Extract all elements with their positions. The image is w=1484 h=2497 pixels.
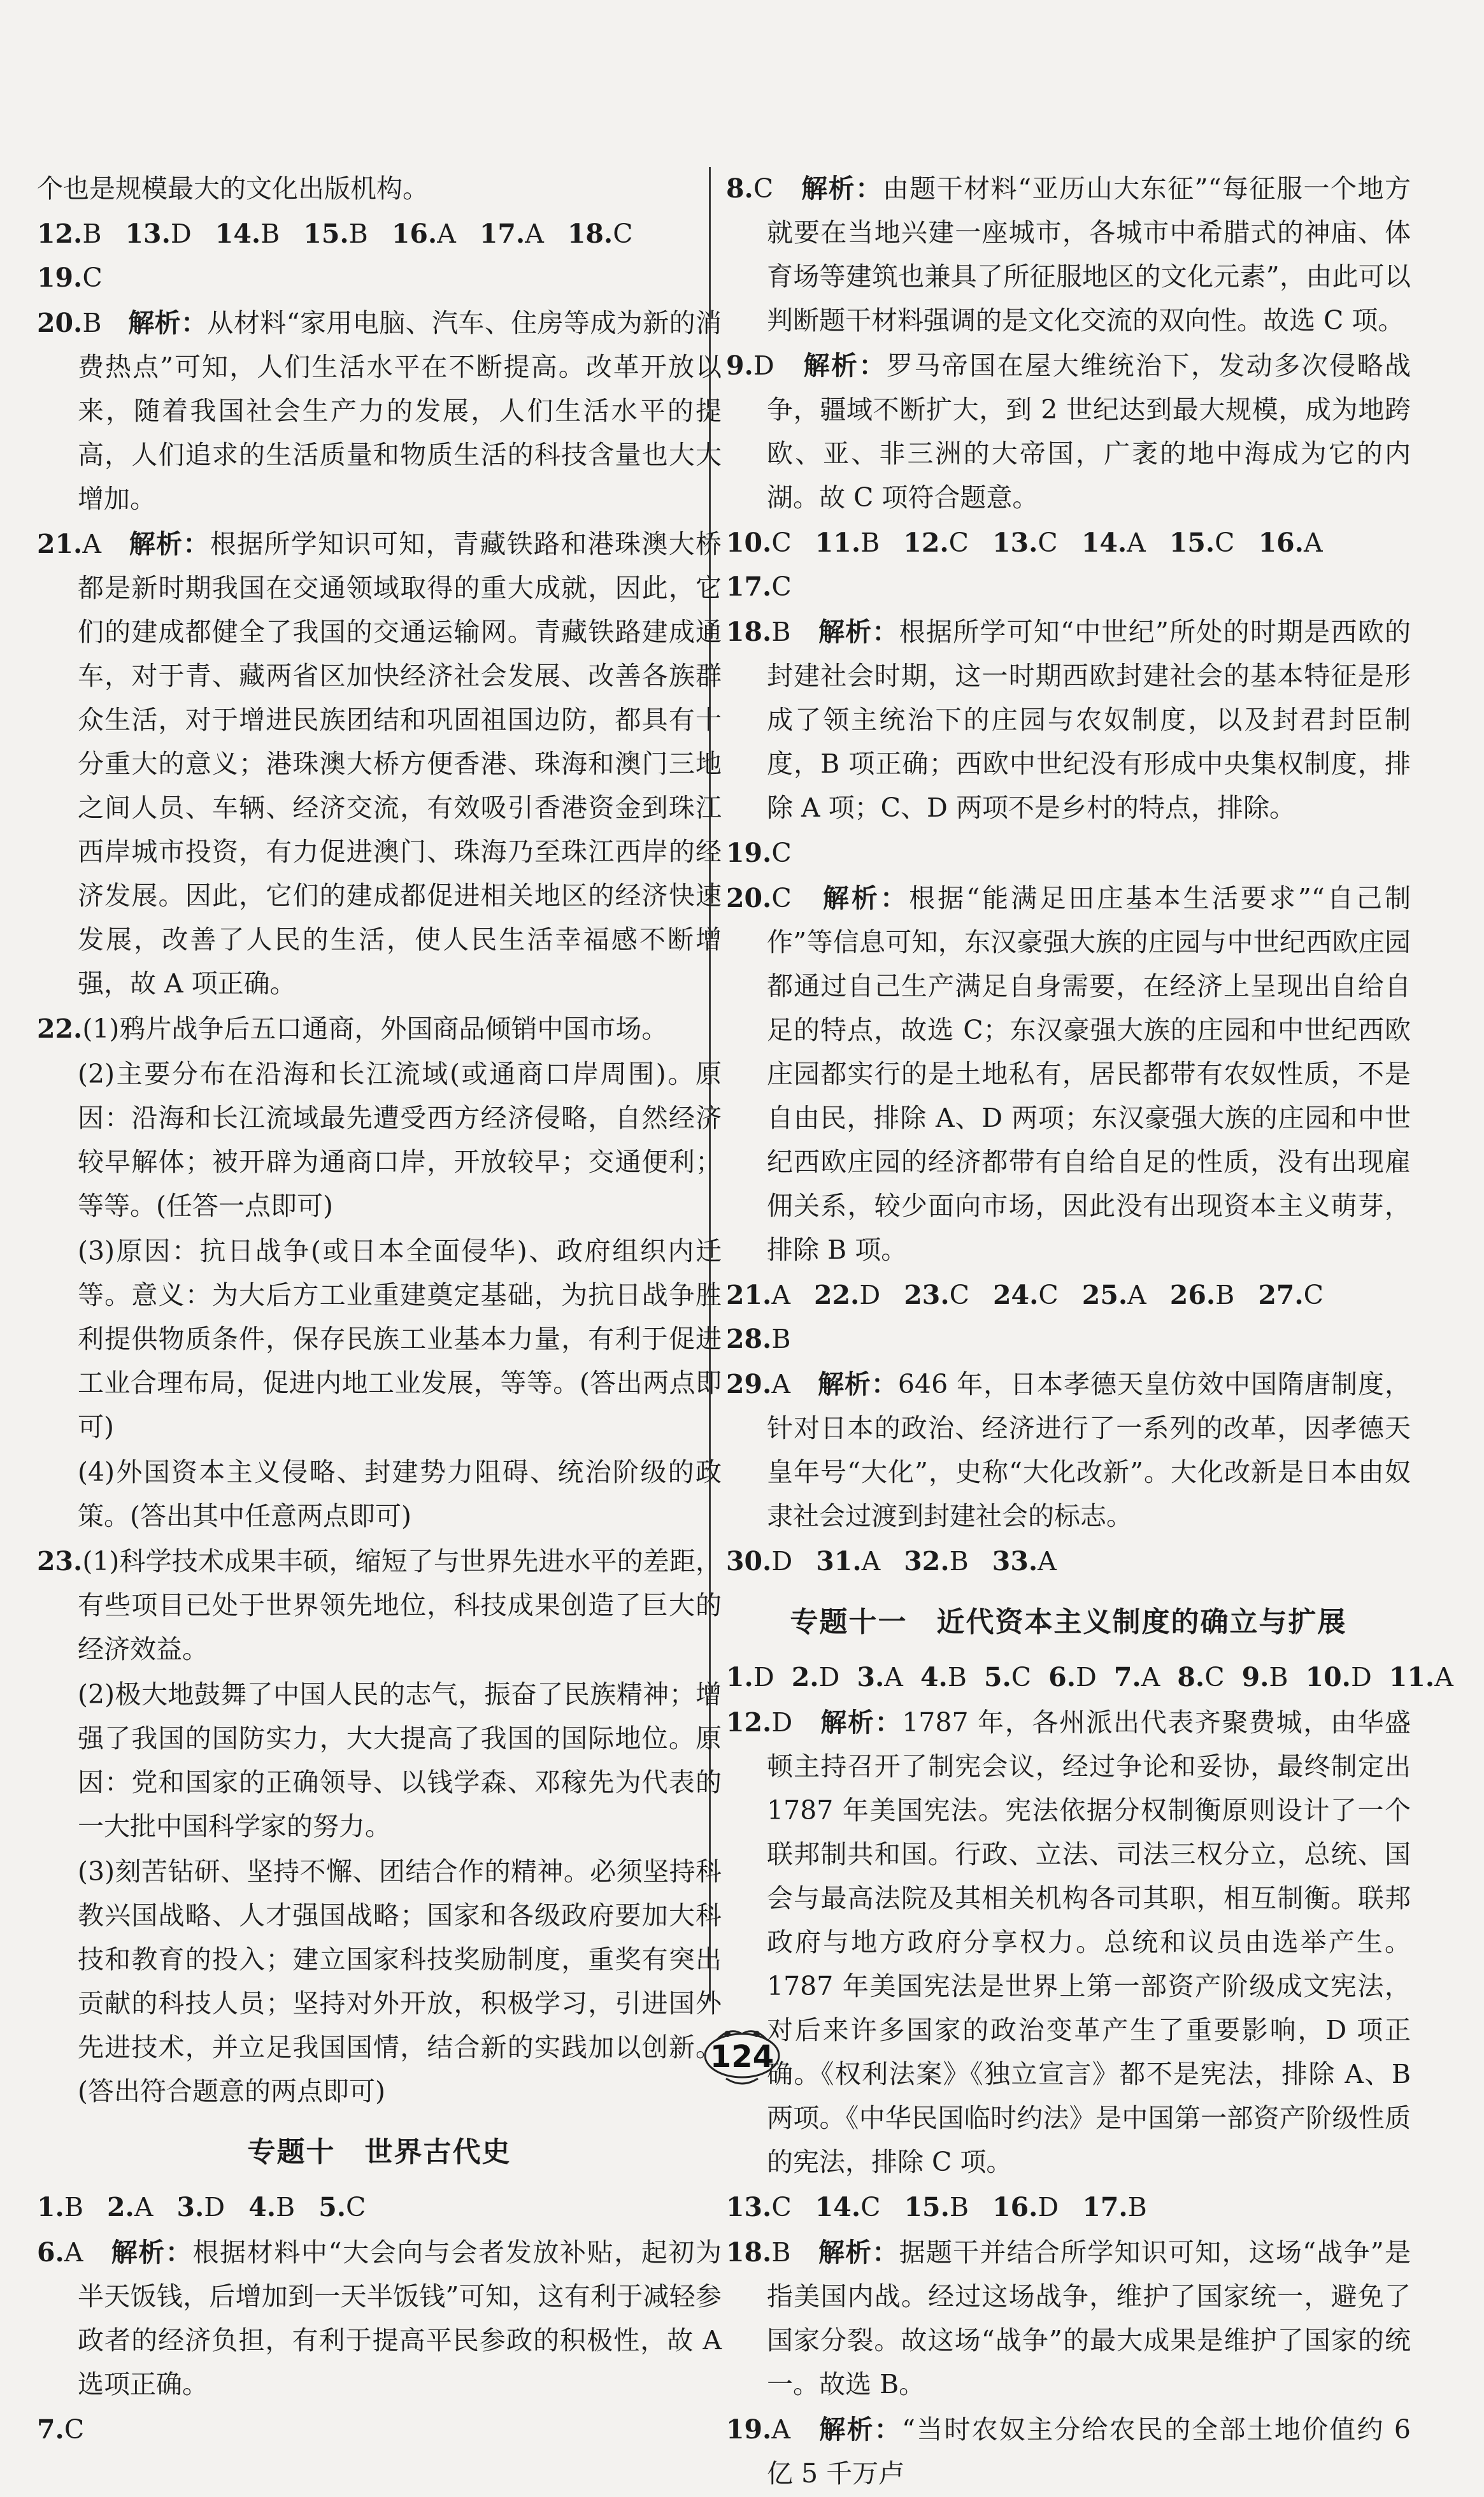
answer-item: 33.A (992, 1546, 1057, 1577)
answer-item: 9.B (1241, 1662, 1288, 1692)
answer-item: 15.C (1169, 527, 1235, 558)
right-column (726, 167, 1453, 2497)
section-title-10: 专题十 世界古代史 (247, 2136, 511, 2168)
answer-20: 20.B 解析：从材料“家用电脑、汽车、住房等成为新的消费热点”可知，人们生活水平在不断提高。改革开放以来，随着我国社会生产力的发展，人们生活水平的提高，人们追求的生活质量和物质生活的科技含量也大大增加。 (37, 308, 722, 514)
answer-item: 15.B (303, 218, 368, 249)
answer-19: 19.C (726, 838, 792, 868)
answer-item: 31.A (816, 1546, 881, 1577)
answer-item: 10.D (1305, 1662, 1372, 1692)
answer-22-part: (2)主要分布在沿海和长江流域(或通商口岸周围)。原因：沿海和长江流域最先遭受西方经济侵略，自然经济较早解体；被开辟为通商口岸，开放较早；交通便利；等等。(任答一点即可) (78, 1059, 722, 1221)
answer-8: 8.C 解析：由题干材料“亚历山大东征”“每征服一个地方就要在当地兴建一座城市，各城市中希腊式的神庙、体育场等建筑也兼具了所征服地区的文化元素”，由此可以判断题干材料强调的是文化交流的双向性。故选 C 项。 (726, 173, 1411, 336)
answer-item: 5.C (318, 2192, 366, 2222)
answer-22-part: (3)原因：抗日战争(或日本全面侵华)、政府组织内迁等。意义：为大后方工业重建奠定基础，为抗日战争胜利提供物质条件，保存民族工业基本力量，有利于促进工业合理布局，促进内地工业发展，等等。(答出两点即可) (78, 1236, 722, 1442)
answer-item: 1.D (726, 1662, 774, 1692)
answer-row (37, 212, 722, 300)
answer-item: 26.B (1169, 1280, 1235, 1310)
answer-item: 19.C (37, 262, 103, 293)
answer-item: 16.A (1258, 527, 1323, 558)
answer-20: 20.C 解析：根据“能满足田庄基本生活要求”“自己制作”等信息可知，东汉豪强大族的庄园与中世纪西欧庄园都通过自己生产满足自身需要，在经济上呈现出自给自足的特点，故选 C；东汉豪强大族的庄园和中世纪西欧庄园都实行的是土地私有，居民都带有农奴性质，不是自由民，排除 A、D 两项；东汉豪强大族的庄园和中世纪西欧庄园的经济都带有自给自足的性质，没有出现雇佣关系，较少面向市场，因此没有出现资本主义萌芽，排除 B 项。 (726, 883, 1411, 1265)
answer-18b: 18.B 解析：据题干并结合所学知识可知，这场“战争”是指美国内战。经过这场战争，维护了国家统一，避免了国家分裂。故这场“战争”的最大成果是维护了国家的统一。故选 B。 (726, 2237, 1411, 2400)
section-title-11: 专题十一 近代资本主义制度的确立与扩展 (790, 1606, 1347, 1638)
answer-7: 7.C (37, 2414, 85, 2445)
answer-row (726, 1540, 1411, 1584)
answer-29: 29.A 解析：646 年，日本孝德天皇仿效中国隋唐制度，针对日本的政治、经济进行了一系列的改革，因孝德天皇年号“大化”，史称“大化改新”。大化改新是日本由奴隶社会过渡到封建社会的标志。 (726, 1369, 1411, 1531)
answer-item: 10.C (726, 527, 792, 558)
answer-item: 13.D (125, 218, 192, 249)
answer-23: 23.(1)科学技术成果丰硕，缩短了与世界先进水平的差距，有些项目已处于世界领先地位，科技成果创造了巨大的经济效益。 (37, 1546, 722, 1664)
answer-item: 2.D (791, 1662, 840, 1692)
answer-item: 17.A (479, 218, 544, 249)
answer-item: 3.A (857, 1662, 903, 1692)
answer-12: 12.D 解析：1787 年，各州派出代表齐聚费城，由华盛顿主持召开了制宪会议，经过争论和妥协，最终制定出 1787 年美国宪法。宪法依据分权制衡原则设计了一个联邦制共和国。行政、立法、司法三权分立，总统、国会与最高法院及其相关机构各司其职，相互制衡。联邦政府与地方政府分享权力。总统和议员由选举产生。1787 年美国宪法是世界上第一部资产阶级成文宪法，对后来许多国家的政治变革产生了重要影响，D 项正确。《权利法案》《独立宣言》都不是宪法，排除 A、B 两项。《中华民国临时约法》是中国第一部资产阶级性质的宪法，排除 C 项。 (726, 1707, 1411, 2177)
answer-item: 1.B (37, 2192, 83, 2222)
answer-item: 4.B (248, 2192, 296, 2222)
left-column (37, 167, 722, 2453)
answer-21: 21.A 解析：根据所学知识可知，青藏铁路和港珠澳大桥都是新时期我国在交通领域取得的重大成就，因此，它们的建成都健全了我国的交通运输网。青藏铁路建成通车，对于青、藏两省区加快经济社会发展、改善各族群众生活，对于增进民族团结和巩固祖国边防，都具有十分重大的意义；港珠澳大桥方便香港、珠海和澳门三地之间人员、车辆、经济交流，有效吸引香港资金到珠江西岸城市投资，有力促进澳门、珠海乃至珠江西岸的经济发展。因此，它们的建成都促进相关地区的经济快速发展，改善了人民的生活，使人民生活幸福感不断增强，故 A 项正确。 (37, 529, 722, 999)
answer-row (726, 1273, 1411, 1361)
answer-item: 6.D (1048, 1662, 1097, 1692)
answer-continuation: 个也是规模最大的文化出版机构。 (37, 173, 429, 204)
answer-item: 28.B (726, 1324, 791, 1354)
answer-22-part: (4)外国资本主义侵略、封建势力阻碍、统治阶级的政策。(答出其中任意两点即可) (78, 1457, 722, 1531)
answer-item: 15.B (904, 2192, 969, 2222)
answer-item: 3.D (176, 2192, 225, 2222)
answer-9: 9.D 解析：罗马帝国在屋大维统治下，发动多次侵略战争，疆域不断扩大，到 2 世纪达到最大规模，成为地跨欧、亚、非三洲的大帝国，广袤的地中海成为它的内湖。故 C 项符合题意。 (726, 350, 1411, 513)
answer-item: 11.B (815, 527, 880, 558)
answer-item: 8.C (1177, 1662, 1225, 1692)
answer-item: 7.A (1113, 1662, 1160, 1692)
answer-23-part: (2)极大地鼓舞了中国人民的志气，振奋了民族精神；增强了我国的国防实力，大大提高了我国的国际地位。原因：党和国家的正确领导、以钱学森、邓稼先为代表的一大批中国科学家的努力。 (78, 1679, 722, 1842)
answer-item: 21.A (726, 1280, 790, 1310)
answer-item: 17.C (726, 571, 792, 602)
answer-23-part: (3)刻苦钻研、坚持不懈、团结合作的精神。必须坚持科教兴国战略、人才强国战略；国家和各级政府要加大科技和教育的投入；建立国家科技奖励制度，重奖有突出贡献的科技人员；坚持对外开放，积极学习，引进国外先进技术，并立足我国国情，结合新的实践加以创新。(答出符合题意的两点即可) (78, 1856, 722, 2107)
answer-item: 12.B (37, 218, 102, 249)
answer-22: 22.(1)鸦片战争后五口通商，外国商品倾销中国市场。 (37, 1013, 668, 1044)
answer-item: 14.C (815, 2192, 881, 2222)
answer-item: 14.A (1081, 527, 1146, 558)
answer-item: 2.A (107, 2192, 153, 2222)
answer-item: 4.B (920, 1662, 967, 1692)
answer-row (726, 2186, 1411, 2229)
answer-item: 13.C (726, 2192, 792, 2222)
answer-item: 30.D (726, 1546, 793, 1577)
answer-item: 25.A (1081, 1280, 1146, 1310)
page-number-badge (694, 2022, 790, 2093)
answer-item: 5.C (983, 1662, 1032, 1692)
answer-19b: 19.A 解析：“当时农奴主分给农民的全部土地价值约 6 亿 5 千万卢 (726, 2414, 1411, 2489)
answer-item: 14.B (215, 218, 280, 249)
answer-item: 13.C (992, 527, 1058, 558)
answer-item: 23.C (904, 1280, 969, 1310)
answer-item: 16.D (992, 2192, 1059, 2222)
answer-item: 18.C (567, 218, 633, 249)
answer-item: 24.C (993, 1280, 1059, 1310)
answer-item: 16.A (391, 218, 456, 249)
page-number: 124 (710, 2039, 774, 2075)
answer-item: 22.D (814, 1280, 881, 1310)
answer-row (726, 521, 1411, 609)
answer-item: 12.C (903, 527, 969, 558)
answer-row (37, 2186, 722, 2229)
answer-item: 11.A (1388, 1662, 1453, 1692)
answer-item: 27.C (1258, 1280, 1324, 1310)
answer-18: 18.B 解析：根据所学可知“中世纪”所处的时期是西欧的封建社会时期，这一时期西欧封建社会的基本特征是形成了领主统治下的庄园与农奴制度，以及封君封臣制度，B 项正确；西欧中世纪没有形成中央集权制度，排除 A 项；C、D 两项不是乡村的特点，排除。 (726, 617, 1411, 823)
answer-item: 17.B (1082, 2192, 1147, 2222)
answer-6: 6.A 解析：根据材料中“大会向与会者发放补贴，起初为半天饭钱，后增加到一天半饭钱”可知，这有利于减轻参政者的经济负担，有利于提高平民参政的积极性，故 A 选项正确。 (37, 2237, 722, 2400)
answer-row (726, 1656, 1453, 1699)
answer-item: 32.B (904, 1546, 969, 1577)
